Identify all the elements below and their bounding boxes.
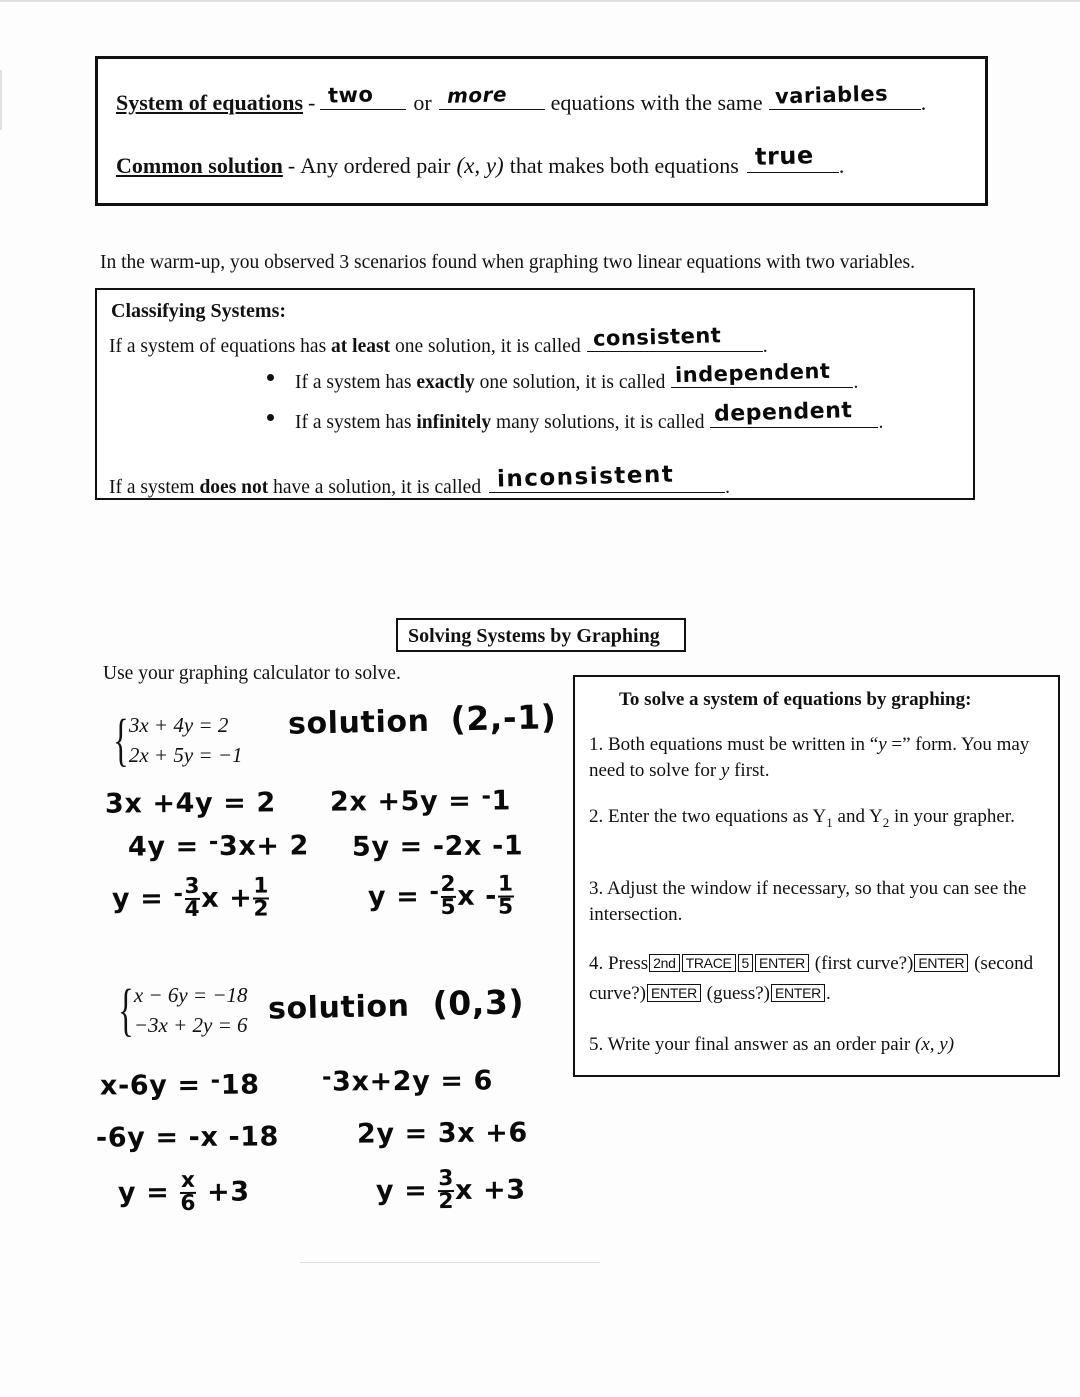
calculator-key-2nd[interactable]: 2nd xyxy=(649,954,679,972)
problem-2-solution-annotation xyxy=(268,982,525,1026)
p1-minus-sign-b: - xyxy=(173,881,184,908)
step-2-sub-1: 1 xyxy=(826,814,833,830)
calculator-key-enter-2[interactable]: ENTER xyxy=(914,954,968,972)
calculator-key-enter-4[interactable]: ENTER xyxy=(771,984,825,1002)
problem-1-solution-value: (2,-1) xyxy=(450,697,557,739)
p1-num-3: 3 xyxy=(184,873,201,900)
bullet-1-period: . xyxy=(853,372,859,393)
warmup-sentence: In the warm-up, you observed 3 scenarios found when graphing two linear equations with two variables. xyxy=(100,252,916,273)
p2-fraction-x-6 xyxy=(180,1167,197,1216)
term-common-solution: Common solution xyxy=(116,153,283,178)
brace-2: { xyxy=(118,977,134,1042)
section-header-box xyxy=(396,618,686,652)
p2-work-right-1: -3x+2y = 6 xyxy=(321,1064,494,1098)
p1r-num-1: 1 xyxy=(497,871,514,897)
calculator-key-5[interactable]: 5 xyxy=(738,954,754,972)
p1r-minus-b: - xyxy=(429,879,440,906)
step-2-y-1: Y xyxy=(812,806,827,827)
bullet-dot-1 xyxy=(267,374,274,381)
step-4-text-b: (first curve?) xyxy=(814,953,914,974)
handwriting-dependent: dependent xyxy=(714,398,854,427)
p1-work-left-1: 3x +4y = 2 xyxy=(104,787,276,820)
bullet-1-bold: exactly xyxy=(416,372,475,393)
p2-minus-a: - xyxy=(210,1067,221,1094)
p1-num-1: 1 xyxy=(253,873,270,899)
blank-more xyxy=(439,82,545,110)
classifying-bullet-1 xyxy=(295,358,859,394)
handwriting-inconsistent: inconsistent xyxy=(496,461,675,493)
problem-1-solution-annotation xyxy=(288,697,557,742)
last-bold: does not xyxy=(199,477,269,498)
problem-2-solution-value: (0,3) xyxy=(432,982,525,1024)
p1r-fraction-2-5 xyxy=(440,871,457,920)
steps-box-title: To solve a system of equations by graphing: xyxy=(619,689,972,710)
handwriting-independent: independent xyxy=(675,358,832,388)
classifying-systems-box xyxy=(95,288,975,500)
handwriting-variables: variables xyxy=(774,81,889,109)
p2r-den-2: 2 xyxy=(438,1188,455,1214)
definition-common-solution-line xyxy=(116,141,845,179)
p1-work-right-3: y = - $\frac{2}{5}$ x - $\frac{1}{5}$ xyxy=(367,871,514,920)
calculator-key-enter-3[interactable]: ENTER xyxy=(647,984,701,1002)
classifying-line-1 xyxy=(109,323,768,358)
problem-2-eq-1: x − 6y = −18 xyxy=(133,983,248,1007)
step-1-text-a: Both equations must be written in “ xyxy=(608,734,879,755)
step-1-text-b: =” form. You may need to solve for xyxy=(589,734,1030,781)
p1-den-2: 2 xyxy=(253,895,270,922)
step-5-number: 5. xyxy=(589,1034,604,1055)
dash-2: - xyxy=(287,153,296,178)
dash-1: - xyxy=(308,90,316,115)
classifying-heading: Classifying Systems: xyxy=(111,300,287,322)
step-4-number: 4. xyxy=(589,953,604,974)
p1-den-4: 4 xyxy=(184,896,201,922)
definition-tail-1: equations with the same xyxy=(550,90,763,115)
step-3 xyxy=(589,876,1044,928)
p1r-fraction-1-5 xyxy=(497,871,514,920)
p1r-den-5b: 5 xyxy=(497,893,514,920)
step-5 xyxy=(589,1032,1044,1058)
bullet-dot-2 xyxy=(267,414,274,421)
bullet-2b: many solutions, it is called xyxy=(495,412,705,433)
p2-num-x: x xyxy=(180,1167,196,1194)
step-3-number: 3. xyxy=(589,878,604,899)
step-5-ordered-pair: (x, y) xyxy=(915,1034,955,1055)
step-1-number: 1. xyxy=(589,734,604,755)
step-1-y-2: y xyxy=(720,760,730,781)
problem-2-equations xyxy=(134,980,248,1040)
problem-1-eq-1: 3x + 4y = 2 xyxy=(128,713,229,737)
p2-work-left-2: -6y = -x -18 xyxy=(95,1121,280,1154)
last-b: have a solution, it is called xyxy=(273,477,482,498)
bullet-2-period: . xyxy=(878,412,884,433)
bullet-1b: one solution, it is called xyxy=(479,372,666,393)
brace-1: { xyxy=(113,707,129,772)
p2-work-left-3: y = $\frac{x}{6}$ +3 xyxy=(117,1167,250,1216)
step-1-y-1: y xyxy=(878,734,887,755)
blank-true xyxy=(747,141,839,173)
p2-den-6: 6 xyxy=(180,1190,197,1216)
bullet-2a: If a system has xyxy=(295,412,412,433)
definition-text-2b: that makes both equations xyxy=(509,153,739,178)
step-5-text: Write your final answer as an order pair xyxy=(607,1034,916,1055)
p1-minus-sign-a: - xyxy=(208,828,219,856)
step-2-text-b: and xyxy=(832,806,870,827)
p2-work-right-3: y = $\frac{3}{2}$ x +3 xyxy=(375,1165,526,1214)
step-4-text-e: . xyxy=(825,983,831,1004)
blank-variables xyxy=(769,81,921,110)
handwriting-more: more xyxy=(446,82,508,108)
p1-work-right-1: 2x +5y = -1 xyxy=(329,783,512,818)
scan-artifact-top xyxy=(0,0,1080,2)
step-3-text: Adjust the window if necessary, so that you can see the intersection. xyxy=(589,878,1027,925)
classifying-1b: one solution, it is called xyxy=(394,336,581,357)
scan-artifact-left xyxy=(0,70,2,130)
classifying-bullet-2 xyxy=(295,398,884,434)
p1r-den-5: 5 xyxy=(440,894,457,920)
step-4-text-c: (second curve?) xyxy=(589,953,1034,1004)
p1r-num-2: 2 xyxy=(440,871,457,898)
p1-work-right-2: 5y = -2x -1 xyxy=(351,830,524,863)
p1-work-left-3: y = - $\frac{3}{4}$ x + $\frac{1}{2}$ xyxy=(111,873,270,922)
step-4 xyxy=(589,949,1051,1009)
problem-2-solution-label: solution xyxy=(267,988,410,1027)
blank-consistent xyxy=(587,323,763,352)
last-period: . xyxy=(725,477,730,498)
handwriting-consistent: consistent xyxy=(592,323,722,351)
p2-work-right-2: 2y = 3x +6 xyxy=(356,1117,528,1150)
step-4-text-a: Press xyxy=(608,953,649,974)
handwriting-two: two xyxy=(328,82,375,108)
classifying-last-line xyxy=(109,461,730,499)
problem-2-eq-2: −3x + 2y = 6 xyxy=(133,1013,248,1037)
p2-work-left-1: x-6y = -18 xyxy=(99,1067,260,1102)
problem-1-system xyxy=(107,707,243,772)
handwriting-true: true xyxy=(754,141,814,171)
period-2: . xyxy=(838,153,845,178)
blank-dependent xyxy=(710,398,878,428)
p2r-num-3: 3 xyxy=(438,1165,455,1192)
p1-work-left-2: 4y = -3x+ 2 xyxy=(127,828,310,863)
definition-text-2a: Any ordered pair xyxy=(300,153,451,178)
blank-two xyxy=(320,82,406,110)
problem-1-solution-label: solution xyxy=(287,703,430,742)
period-1: . xyxy=(920,90,927,115)
step-2-number: 2. xyxy=(589,806,604,827)
blank-inconsistent xyxy=(489,461,725,493)
term-system-of-equations: System of equations xyxy=(116,90,304,115)
calculator-key-enter-1[interactable]: ENTER xyxy=(755,954,809,972)
bullet-1a: If a system has xyxy=(295,372,412,393)
step-4-text-d: (guess?) xyxy=(706,983,770,1004)
classifying-1a: If a system of equations has xyxy=(109,336,327,357)
bullet-2-bold: infinitely xyxy=(416,412,492,433)
problem-2-system xyxy=(112,977,248,1042)
p1-fraction-1-2 xyxy=(253,873,270,922)
p2r-fraction-3-2 xyxy=(438,1165,455,1214)
step-1 xyxy=(589,732,1044,784)
step-2-y-2: Y xyxy=(869,806,883,827)
problem-1-equations xyxy=(129,710,243,770)
problem-1-eq-2: 2x + 5y = −1 xyxy=(128,743,243,767)
last-a: If a system xyxy=(109,477,195,498)
scan-artifact-bottom xyxy=(300,1262,600,1263)
step-2-text-c: in your grapher. xyxy=(889,806,1015,827)
p1-fraction-3-4 xyxy=(184,873,201,922)
blank-independent xyxy=(671,358,853,388)
step-2 xyxy=(589,804,1044,836)
calculator-instruction: Use your graphing calculator to solve. xyxy=(103,663,401,684)
step-2-sub-2: 2 xyxy=(882,814,890,830)
p2r-minus-a: - xyxy=(321,1064,333,1091)
definition-system-line xyxy=(116,81,927,116)
classifying-1-period: . xyxy=(762,336,768,357)
p1r-minus-a: - xyxy=(481,783,492,810)
classifying-1-bold: at least xyxy=(331,336,391,357)
step-2-text-a: Enter the two equations as xyxy=(608,806,813,827)
ordered-pair-xy: (x, y) xyxy=(456,153,504,178)
graphing-steps-box xyxy=(573,675,1060,1077)
definitions-box xyxy=(95,56,988,206)
step-1-text-c: first. xyxy=(729,760,770,781)
word-or: or xyxy=(413,90,432,115)
calculator-key-trace[interactable]: TRACE xyxy=(682,954,736,972)
section-header-title: Solving Systems by Graphing xyxy=(408,625,660,647)
